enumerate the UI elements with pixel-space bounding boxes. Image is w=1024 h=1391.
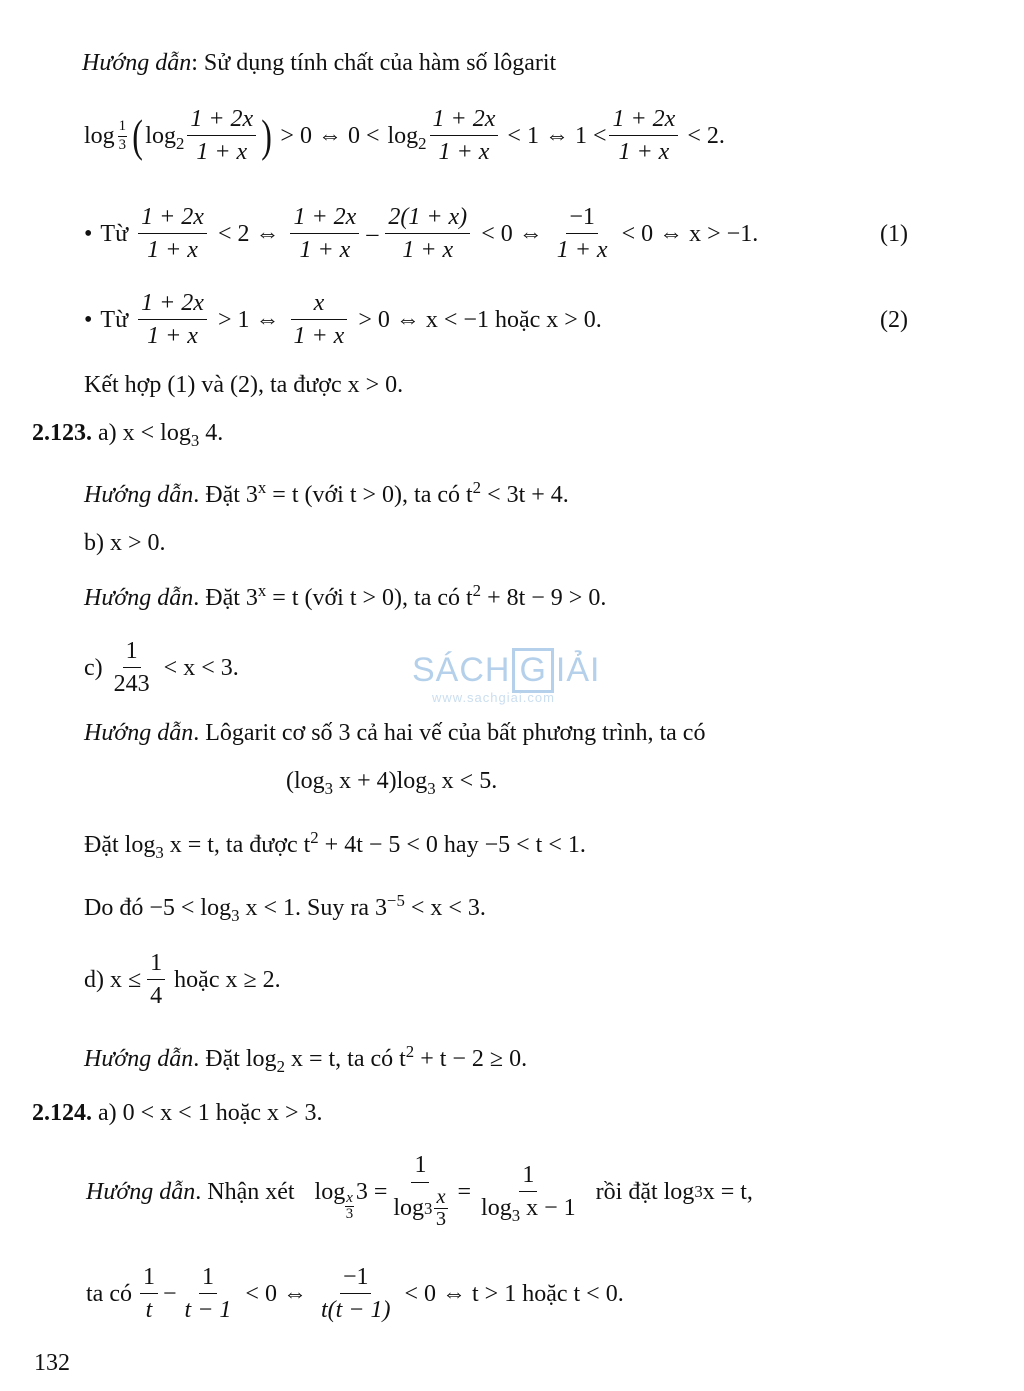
bullet1-frac1: $\frac{1 + 2x}{1 + x}$ [138,205,207,263]
c-frac: $\frac{1}{243}$ [113,637,150,697]
base-x-over-3: x 3 [345,1189,354,1222]
frac-c: $\frac{1 + 2x}{1 + x}$ [609,107,678,165]
p2123-c-set: Đặt $\log_3 x = t$, ta được $t^2 + 4t - 5 < 0$ hay −5 < t < 1. [84,827,586,862]
g-frac1: $\frac{1}{t}$ [140,1265,158,1323]
p2123-c-hint: Hướng dẫn. Lôgarit cơ số 3 cả hai vế của bất phương trình, ta có [84,720,706,746]
frac-b: $\frac{1 + 2x}{1 + x}$ [430,107,499,165]
bullet2-frac2: $\frac{x}{1 + x}$ [290,291,347,349]
eq-num-1: (1) [880,221,908,247]
bullet-dot: • [84,307,93,333]
bullet-dot: • [84,221,93,247]
paren-close: ) [261,110,273,162]
p2123-c: c) $\frac{1}{243}$ < x < 3. [84,637,239,697]
log-word: log [84,123,115,149]
p2124-a [32,1100,323,1128]
p2123-b-hint: Hướng dẫn. Đặt $3^x = t$ (với t > 0), ta có $t^2 + 8t - 9 > 0$. [84,580,607,611]
ineq-3: < 2. [687,123,725,149]
bullet2-part2: > 0 ⇔ x < −1 hoặc x > 0. [358,307,602,333]
bullet-1 [84,198,758,270]
bullet2-part1: > 1 ⇔ [217,307,280,333]
d-frac: $\frac{1}{4}$ [147,951,165,1009]
paren-open: ( [132,110,144,162]
log2-word-2: $\log_2$ [387,123,427,153]
hint-frac1: 1 log 3 x 3 [393,1152,447,1231]
g-frac3: $\frac{-1}{t(t - 1)}$ [320,1263,391,1323]
g-frac2: $\frac{1}{t - 1}$ [184,1263,232,1323]
bullet1-frac3: $\frac{2(1 + x)}{1 + x}$ [385,205,470,263]
p2123-a-hint: Hướng dẫn. Đặt $3^x = t$ (với t > 0), ta có $t^2 < 3t + 4$. [84,477,569,508]
p2124-a-answer: a) 0 < x < 1 hoặc x > 3. [98,1100,323,1126]
bullet-2 [84,284,602,356]
frac-a: $\frac{1 + 2x}{1 + x}$ [187,107,256,165]
p2123-c-eq: ($\log_3$ $x + 4)\log_3$ x < 5. [286,768,498,798]
bullet1-tu: Từ [100,221,129,247]
p2123-d-hint: Hướng dẫn. Đặt $\log_2 x = t$, ta có $t^2 + t - 2 \ge 0$. [84,1041,528,1076]
p2123-c-so: Do đó $-5 < \log_3 x < 1$. Suy ra $3^{-5} < x < 3$. [84,890,486,925]
bullet1-part2: < 0 ⇔ [481,221,543,247]
bullet1-frac4: $\frac{-1}{1 + x}$ [556,203,608,263]
eq-num-2: (2) [880,307,908,333]
bullet1-part1: < 2 ⇔ [217,221,280,247]
bullet2-tu: Từ [100,307,129,333]
intro-line [82,50,556,78]
log2-word: $\log_2$ [145,123,185,153]
p2124-conclusion: ta có $\frac{1}{t}$ − $\frac{1}{t - 1}$ < 0 ⇔ $\frac{-1}{t(t - 1)}$ < 0 ⇔ t > 1 hoặc t < 0. [86,1263,624,1323]
bullet1-minus: – [366,221,379,247]
p2123-b: b) x > 0. [84,530,166,556]
p2123-a [32,420,223,448]
combine-line: Kết hợp (1) và (2), ta được x > 0. [84,372,404,398]
bullet2-frac1: $\frac{1 + 2x}{1 + x}$ [138,291,207,349]
bullet1-part3: < 0 ⇔ x > −1. [621,221,759,247]
p2123-a-answer: a) $x < \log_3 4$. [98,420,224,450]
p2123-d: d) x ≤ $\frac{1}{4}$ hoặc x ≥ 2. [84,949,281,1009]
p2124-hint: Hướng dẫn . Nhận xét log x 3 3 = 1 log 3 x 3 = $\frac{1}{\log_3 x - 1}$ rồi đặt log 3 x = t, [86,1152,753,1231]
intro-text: : Sử dụng tính chất của hàm số lôgarit [191,50,557,76]
ineq-1: > 0 ⇔ 0 < [280,123,380,149]
p2124-label: 2.124. [32,1100,92,1126]
log-chain [84,96,725,176]
base-one-third: $\frac{1}{3}$ [118,117,127,153]
watermark-logo: SÁCH G IẢI www.sachgiai.com [412,648,601,693]
bullet1-frac2: $\frac{1 + 2x}{1 + x}$ [290,205,359,263]
guide-label: Hướng dẫn [82,50,192,76]
page-number: 132 [34,1350,70,1376]
ineq-2: < 1 ⇔ 1 < [507,123,607,149]
p2123-label: 2.123. [32,420,92,446]
hint-frac2: $\frac{1}{\log_3 x - 1}$ [481,1161,576,1225]
